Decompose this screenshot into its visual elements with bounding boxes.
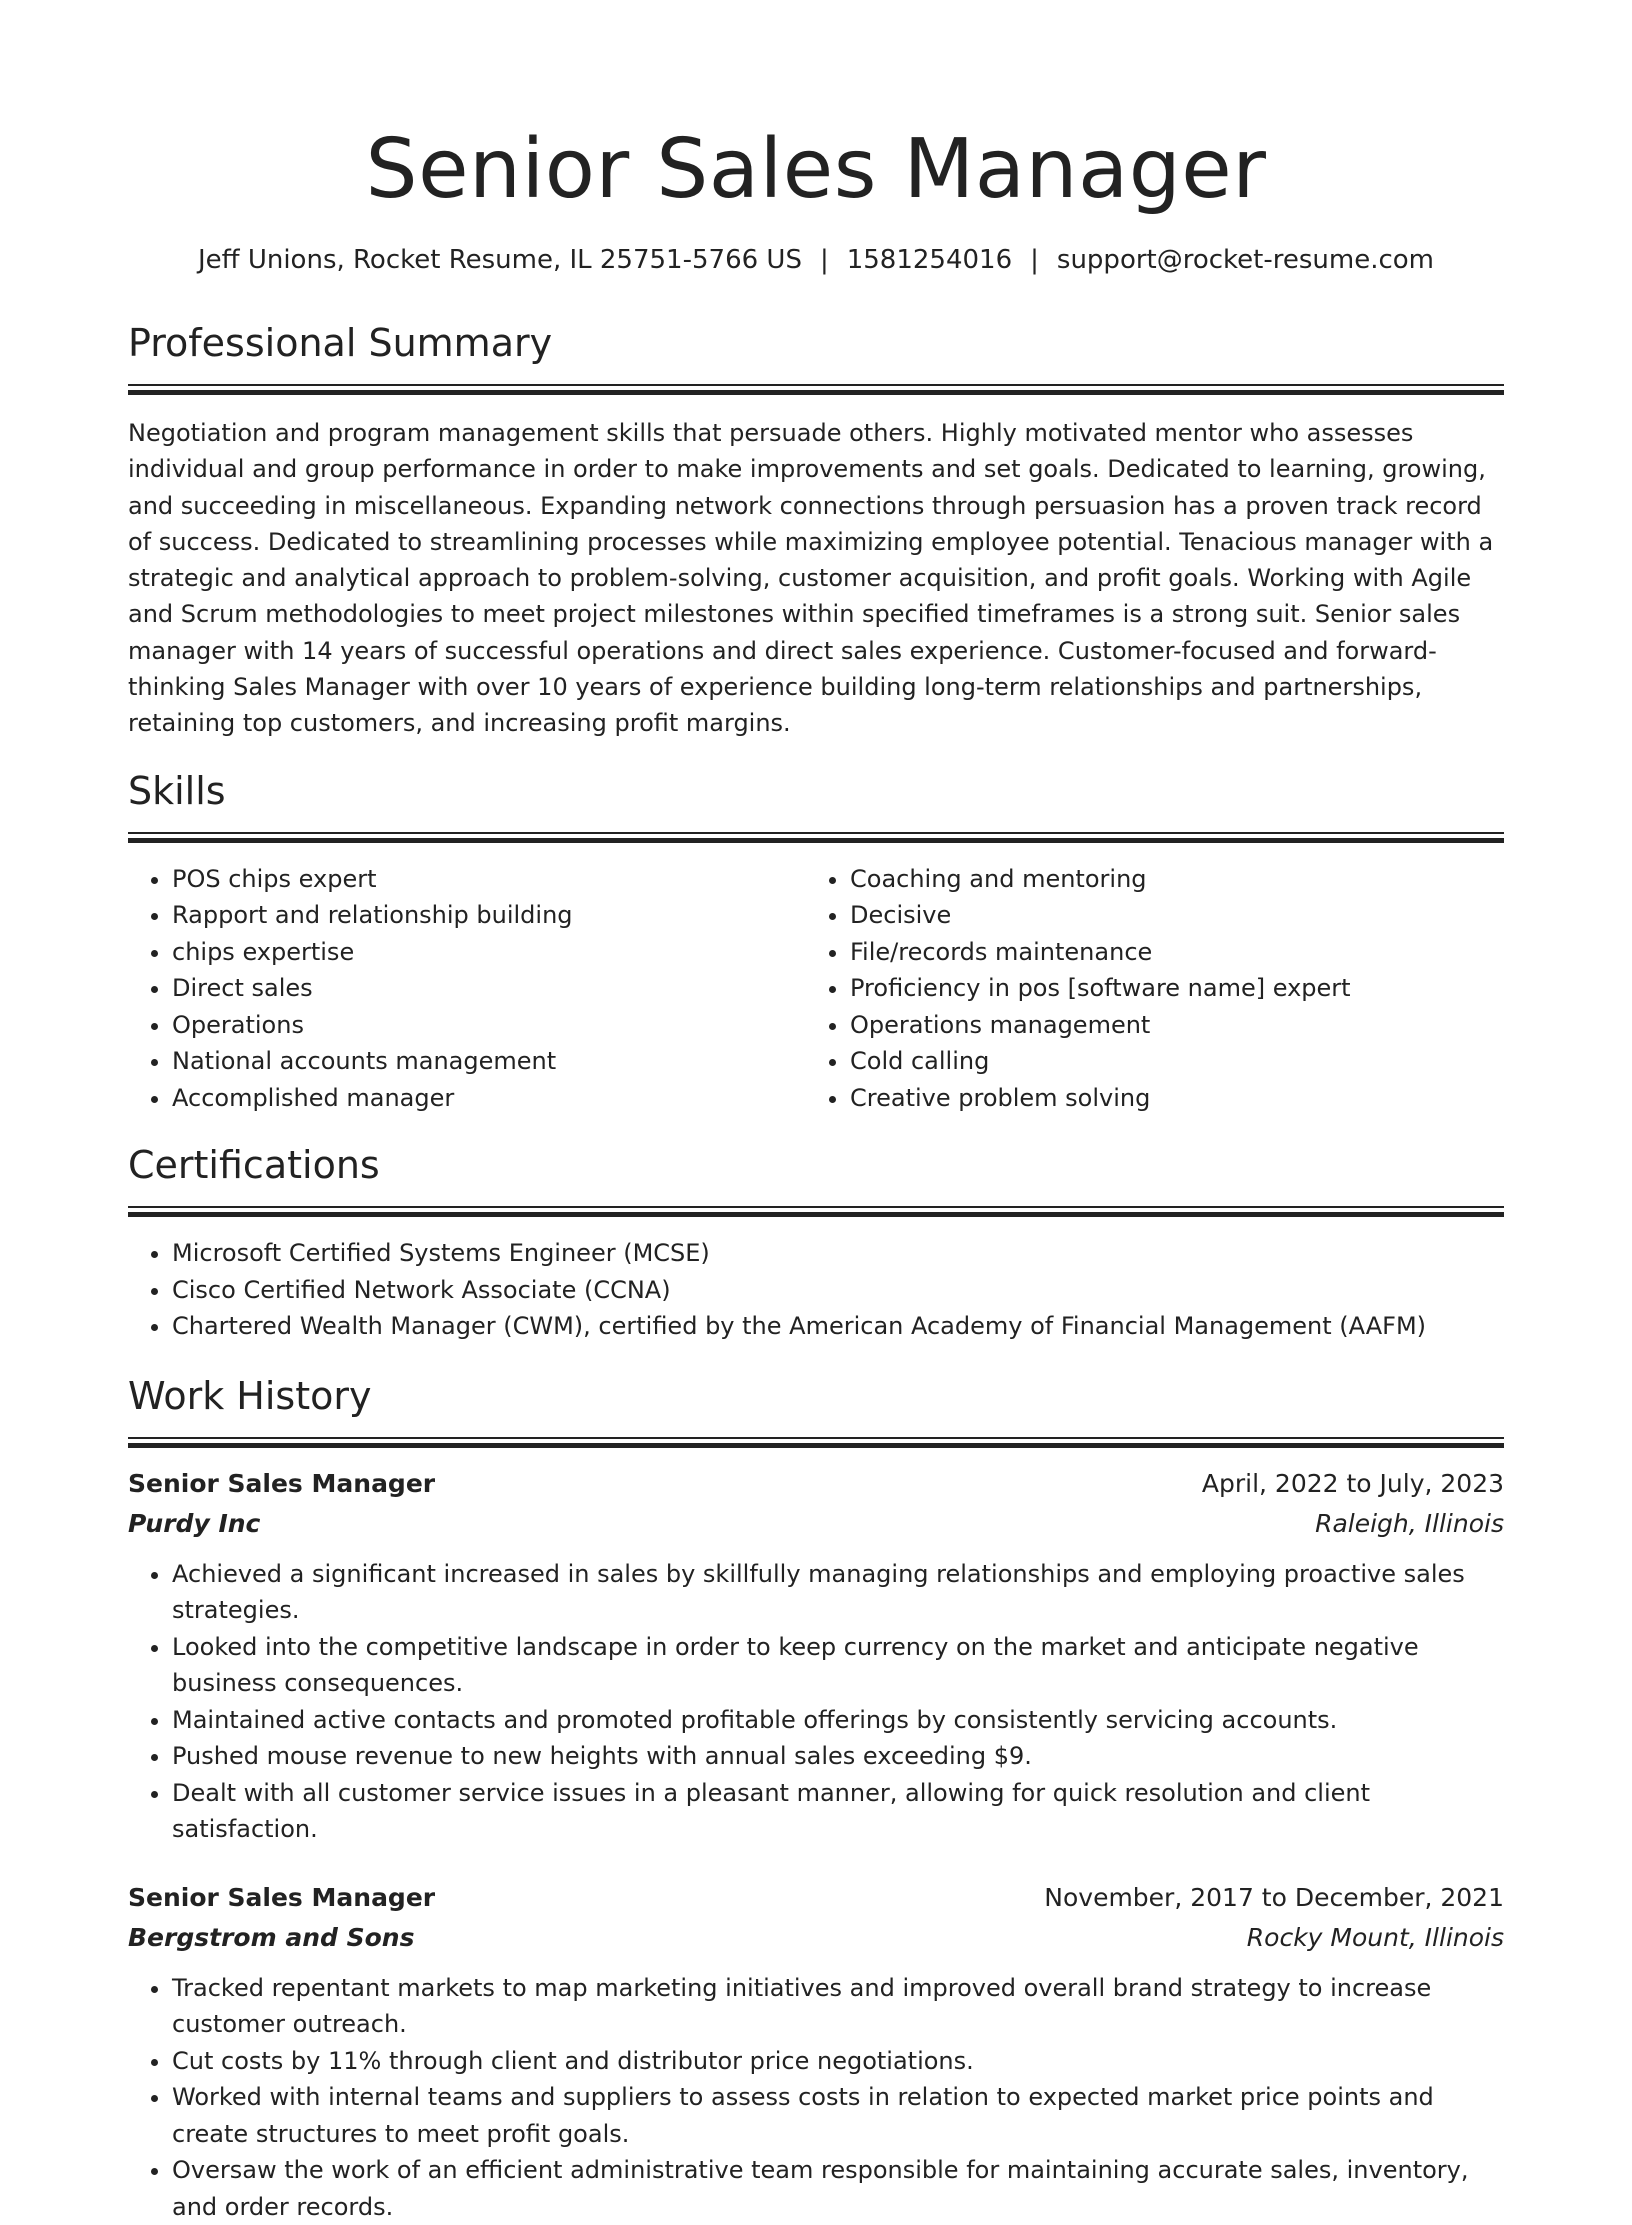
job-bullet: • Maintained active contacts and promoted profitable offerings by consistently servicing accounts.	[172, 1702, 1504, 1739]
skill-item: • Cold calling	[850, 1043, 1351, 1080]
job-entry	[128, 1464, 1504, 1848]
job-bullet: • Tracked repentant markets to map marketing initiatives and improved overall brand strategy to increase customer outreach.	[172, 1970, 1504, 2043]
job-bullet: • Worked with internal teams and suppliers to assess costs in relation to expected market price points and create structures to meet profit goals.	[172, 2079, 1504, 2152]
job-title: Senior Sales Manager	[128, 1882, 436, 1912]
skill-item: • National accounts management	[172, 1043, 806, 1080]
job-bullet: • Achieved a significant increased in sales by skillfully managing relationships and employing proactive sales strategies.	[172, 1556, 1504, 1629]
contact-separator: |	[1030, 245, 1039, 275]
skills-list-left	[128, 861, 806, 1117]
job-dates: November, 2017 to December, 2021	[1044, 1882, 1504, 1912]
skills-columns	[128, 861, 1504, 1117]
skill-item: • Creative problem solving	[850, 1080, 1351, 1117]
job-bullet: • Dealt with all customer service issues in a pleasant manner, allowing for quick resolution and client satisfaction.	[172, 1775, 1504, 1848]
skill-item: • File/records maintenance	[850, 934, 1351, 971]
resume-title: Senior Sales Manager	[365, 122, 1267, 217]
skill-item: • Decisive	[850, 897, 1351, 934]
section-heading: Skills	[128, 768, 226, 813]
job-company: Purdy Inc	[128, 1508, 261, 1538]
job-company-row	[128, 1918, 1504, 1958]
certifications-section	[128, 1140, 1504, 1345]
skill-item: • POS chips expert	[172, 861, 806, 898]
job-title-row	[128, 1464, 1504, 1504]
section-divider	[128, 1437, 1504, 1448]
summary-section	[128, 318, 1504, 742]
section-divider	[128, 1206, 1504, 1217]
summary-text: Negotiation and program management skills that persuade others. Highly motivated mentor who assesses individual and group performance in order to make improvements and set goals. Dedicated to learning, growing, and succeeding in miscellaneous. Expanding network connections through persuasion has a proven track record of success. Dedicated to streamlining processes while maximizing employee potential. Tenacious manager with a strategic and analytical approach to problem-solving, customer acquisition, and profit goals. Working with Agile and Scrum methodologies to meet project milestones within specified timeframes is a strong suit. Senior sales manager with 14 years of successful operations and direct sales experience. Customer-focused and forward-thinking Sales Manager with over 10 years of experience building long-term relationships and partnerships, retaining top customers, and increasing profit margins.	[128, 419, 1494, 738]
certification-item: • Microsoft Certified Systems Engineer (MCSE)	[172, 1235, 1504, 1272]
skills-section	[128, 766, 1504, 1117]
job-title: Senior Sales Manager	[128, 1468, 436, 1498]
certification-item: • Cisco Certified Network Associate (CCNA)	[172, 1272, 1504, 1309]
section-divider	[128, 384, 1504, 395]
certification-item: • Chartered Wealth Manager (CWM), certified by the American Academy of Financial Management (AAFM)	[172, 1308, 1504, 1345]
skill-item: • chips expertise	[172, 934, 806, 971]
work-history-section	[128, 1371, 1504, 2225]
job-bullet: • Pushed mouse revenue to new heights with annual sales exceeding $9.	[172, 1738, 1504, 1775]
job-location: Rocky Mount, Illinois	[1246, 1922, 1504, 1952]
job-title-row	[128, 1878, 1504, 1918]
job-dates: April, 2022 to July, 2023	[1201, 1468, 1504, 1498]
job-entry	[128, 1878, 1504, 2225]
job-company: Bergstrom and Sons	[128, 1922, 415, 1952]
section-divider	[128, 832, 1504, 843]
resume-page	[128, 0, 1504, 2225]
contact-phone: 1581254016	[846, 245, 1013, 275]
job-bullets	[128, 1970, 1504, 2225]
skill-item: • Accomplished manager	[172, 1080, 806, 1117]
job-bullets	[128, 1556, 1504, 1848]
skill-item: • Operations management	[850, 1007, 1351, 1044]
contact-separator: |	[819, 245, 829, 275]
job-location: Raleigh, Illinois	[1315, 1508, 1504, 1538]
section-heading: Work History	[128, 1373, 372, 1418]
skills-list-right	[806, 861, 1351, 1117]
certifications-list	[128, 1235, 1504, 1345]
contact-line	[128, 242, 1504, 278]
job-bullet: • Oversaw the work of an efficient administrative team responsible for maintaining accurate sales, inventory, and order records.	[172, 2152, 1504, 2225]
contact-address: Jeff Unions, Rocket Resume, IL 25751-5766 US	[197, 245, 802, 275]
skill-item: • Direct sales	[172, 970, 806, 1007]
job-company-row	[128, 1504, 1504, 1544]
skill-item: • Operations	[172, 1007, 806, 1044]
job-bullet: • Looked into the competitive landscape in order to keep currency on the market and anticipate negative business consequences.	[172, 1629, 1504, 1702]
skill-item: • Proficiency in pos [software name] expert	[850, 970, 1351, 1007]
skill-item: • Rapport and relationship building	[172, 897, 806, 934]
contact-email[interactable]: support@rocket-resume.com	[1056, 245, 1435, 275]
section-heading: Certifications	[128, 1143, 380, 1188]
skill-item: • Coaching and mentoring	[850, 861, 1351, 898]
job-bullet: • Cut costs by 11% through client and distributor price negotiations.	[172, 2043, 1504, 2080]
section-heading: Professional Summary	[128, 321, 553, 365]
